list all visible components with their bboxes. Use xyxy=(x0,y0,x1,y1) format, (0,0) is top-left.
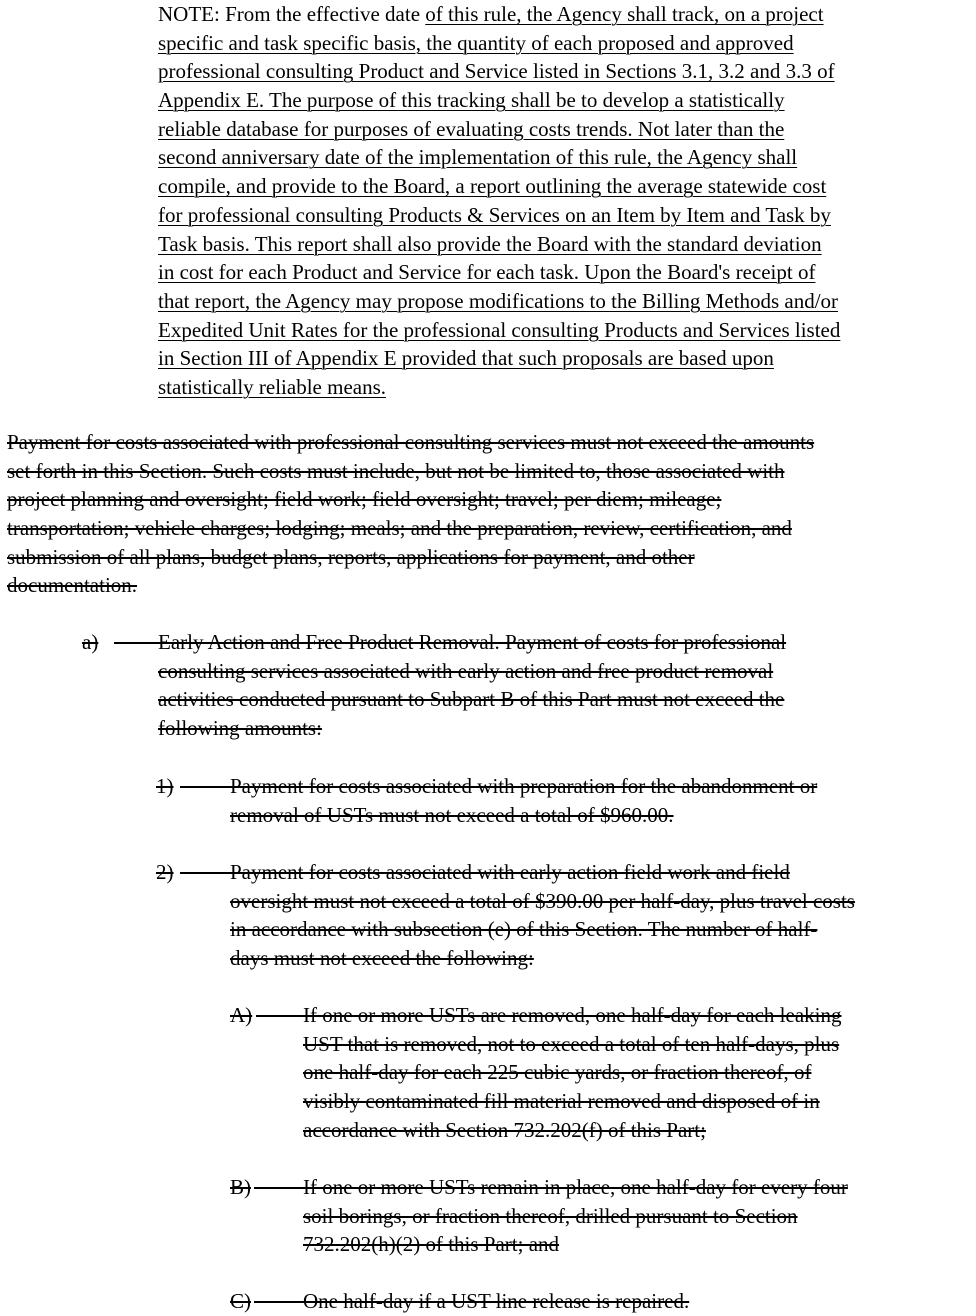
note-line: for professional consulting Products & Services on an Item by Item and Task by xyxy=(158,202,831,227)
deleted-line: Payment for costs associated with professional consulting services must not exceed the amounts xyxy=(7,430,815,454)
deleted-line: consulting services associated with early action and free product removal xyxy=(158,658,774,683)
note-line: statistically reliable means. xyxy=(158,374,387,399)
strike-gap xyxy=(254,1187,304,1189)
deleted-line: set forth in this Section. Such costs must include, but not be limited to, those associated with xyxy=(7,458,785,483)
note-line: second anniversary date of the implementation of this rule, the Agency shall xyxy=(158,145,798,170)
note-line: Appendix E. The purpose of this tracking shall be to develop a statistically xyxy=(158,88,785,113)
deleted-line: Early Action and Free Product Removal. Payment of costs for professional xyxy=(158,630,787,654)
strike-gap xyxy=(254,1301,304,1303)
deleted-line: accordance with Section 732.202(f) of this Part; xyxy=(303,1117,706,1142)
deleted-line: following amounts: xyxy=(158,716,322,741)
deleted-line: in accordance with subsection (e) of this Section. The number of half- xyxy=(230,917,818,942)
note-line: Expedited Unit Rates for the professional consulting Products and Services listed xyxy=(158,317,841,342)
note-line: in Section III of Appendix E provided that such proposals are based upon xyxy=(158,346,774,371)
deleted-line: activities conducted pursuant to Subpart B of this Part must not exceed the xyxy=(158,687,785,712)
deleted-line: soil borings, or fraction thereof, drilled pursuant to Section xyxy=(303,1203,798,1228)
item-label: C) xyxy=(230,1289,251,1313)
deleted-line: If one or more USTs remain in place, one half-day for every four xyxy=(303,1175,848,1199)
note-line: NOTE: From the effective date of this rule, the Agency shall track, on a project xyxy=(158,2,824,26)
item-body xyxy=(230,772,817,829)
item-body xyxy=(303,1287,689,1316)
item-label: B) xyxy=(230,1175,251,1199)
strike-gap xyxy=(256,1015,304,1017)
strike-gap xyxy=(180,786,231,788)
deleted-line: one half-day for each 225 cubic yards, or fraction thereof, of xyxy=(303,1060,812,1085)
deleted-line: removal of USTs must not exceed a total of $960.00. xyxy=(230,802,674,827)
deleted-line: If one or more USTs are removed, one half-day for each leaking xyxy=(303,1003,842,1027)
item-body xyxy=(158,628,786,743)
item-body xyxy=(303,1173,848,1259)
deleted-intro-paragraph xyxy=(7,428,814,600)
item-label: A) xyxy=(230,1003,253,1027)
item-label: 1) xyxy=(156,774,174,798)
note-paragraph xyxy=(158,0,840,402)
deleted-line: documentation. xyxy=(7,573,138,598)
item-body xyxy=(230,858,855,973)
deleted-line: Payment for costs associated with preparation for the abandonment or xyxy=(230,774,818,798)
deleted-line: oversight must not exceed a total of $390.00 per half-day, plus travel costs xyxy=(230,888,855,913)
item-body xyxy=(303,1001,841,1144)
deleted-line: days must not exceed the following: xyxy=(230,946,534,971)
note-line: Task basis. This report shall also provide the Board with the standard deviation xyxy=(158,231,822,256)
note-line: specific and task specific basis, the quantity of each proposed and approved xyxy=(158,30,794,55)
deleted-line: Payment for costs associated with early action field work and field xyxy=(230,860,790,884)
note-line: that report, the Agency may propose modifications to the Billing Methods and/or xyxy=(158,288,839,313)
item-label: 2) xyxy=(156,860,174,884)
deleted-line: submission of all plans, budget plans, reports, applications for payment, and other xyxy=(7,544,695,569)
note-line: compile, and provide to the Board, a report outlining the average statewide cost xyxy=(158,174,827,199)
item-label: a) xyxy=(82,630,99,654)
deleted-line: 732.202(h)(2) of this Part; and xyxy=(303,1232,560,1257)
deleted-line: project planning and oversight; field work; field oversight; travel; per diem; mileage; xyxy=(7,487,722,512)
note-line: in cost for each Product and Service for each task. Upon the Board's receipt of xyxy=(158,260,816,285)
deleted-line: UST that is removed, not to exceed a total of ten half-days, plus xyxy=(303,1031,840,1056)
note-line: reliable database for purposes of evaluating costs trends. Not later than the xyxy=(158,116,785,141)
strike-gap xyxy=(114,642,158,644)
deleted-line: visibly contaminated fill material removed and disposed of in xyxy=(303,1089,820,1114)
strike-gap xyxy=(180,872,231,874)
deleted-line: transportation; vehicle charges; lodging; meals; and the preparation, review, certification, and xyxy=(7,516,792,541)
deleted-line: One half-day if a UST line release is repaired. xyxy=(303,1289,690,1313)
note-line: professional consulting Product and Service listed in Sections 3.1, 3.2 and 3.3 of xyxy=(158,59,835,84)
